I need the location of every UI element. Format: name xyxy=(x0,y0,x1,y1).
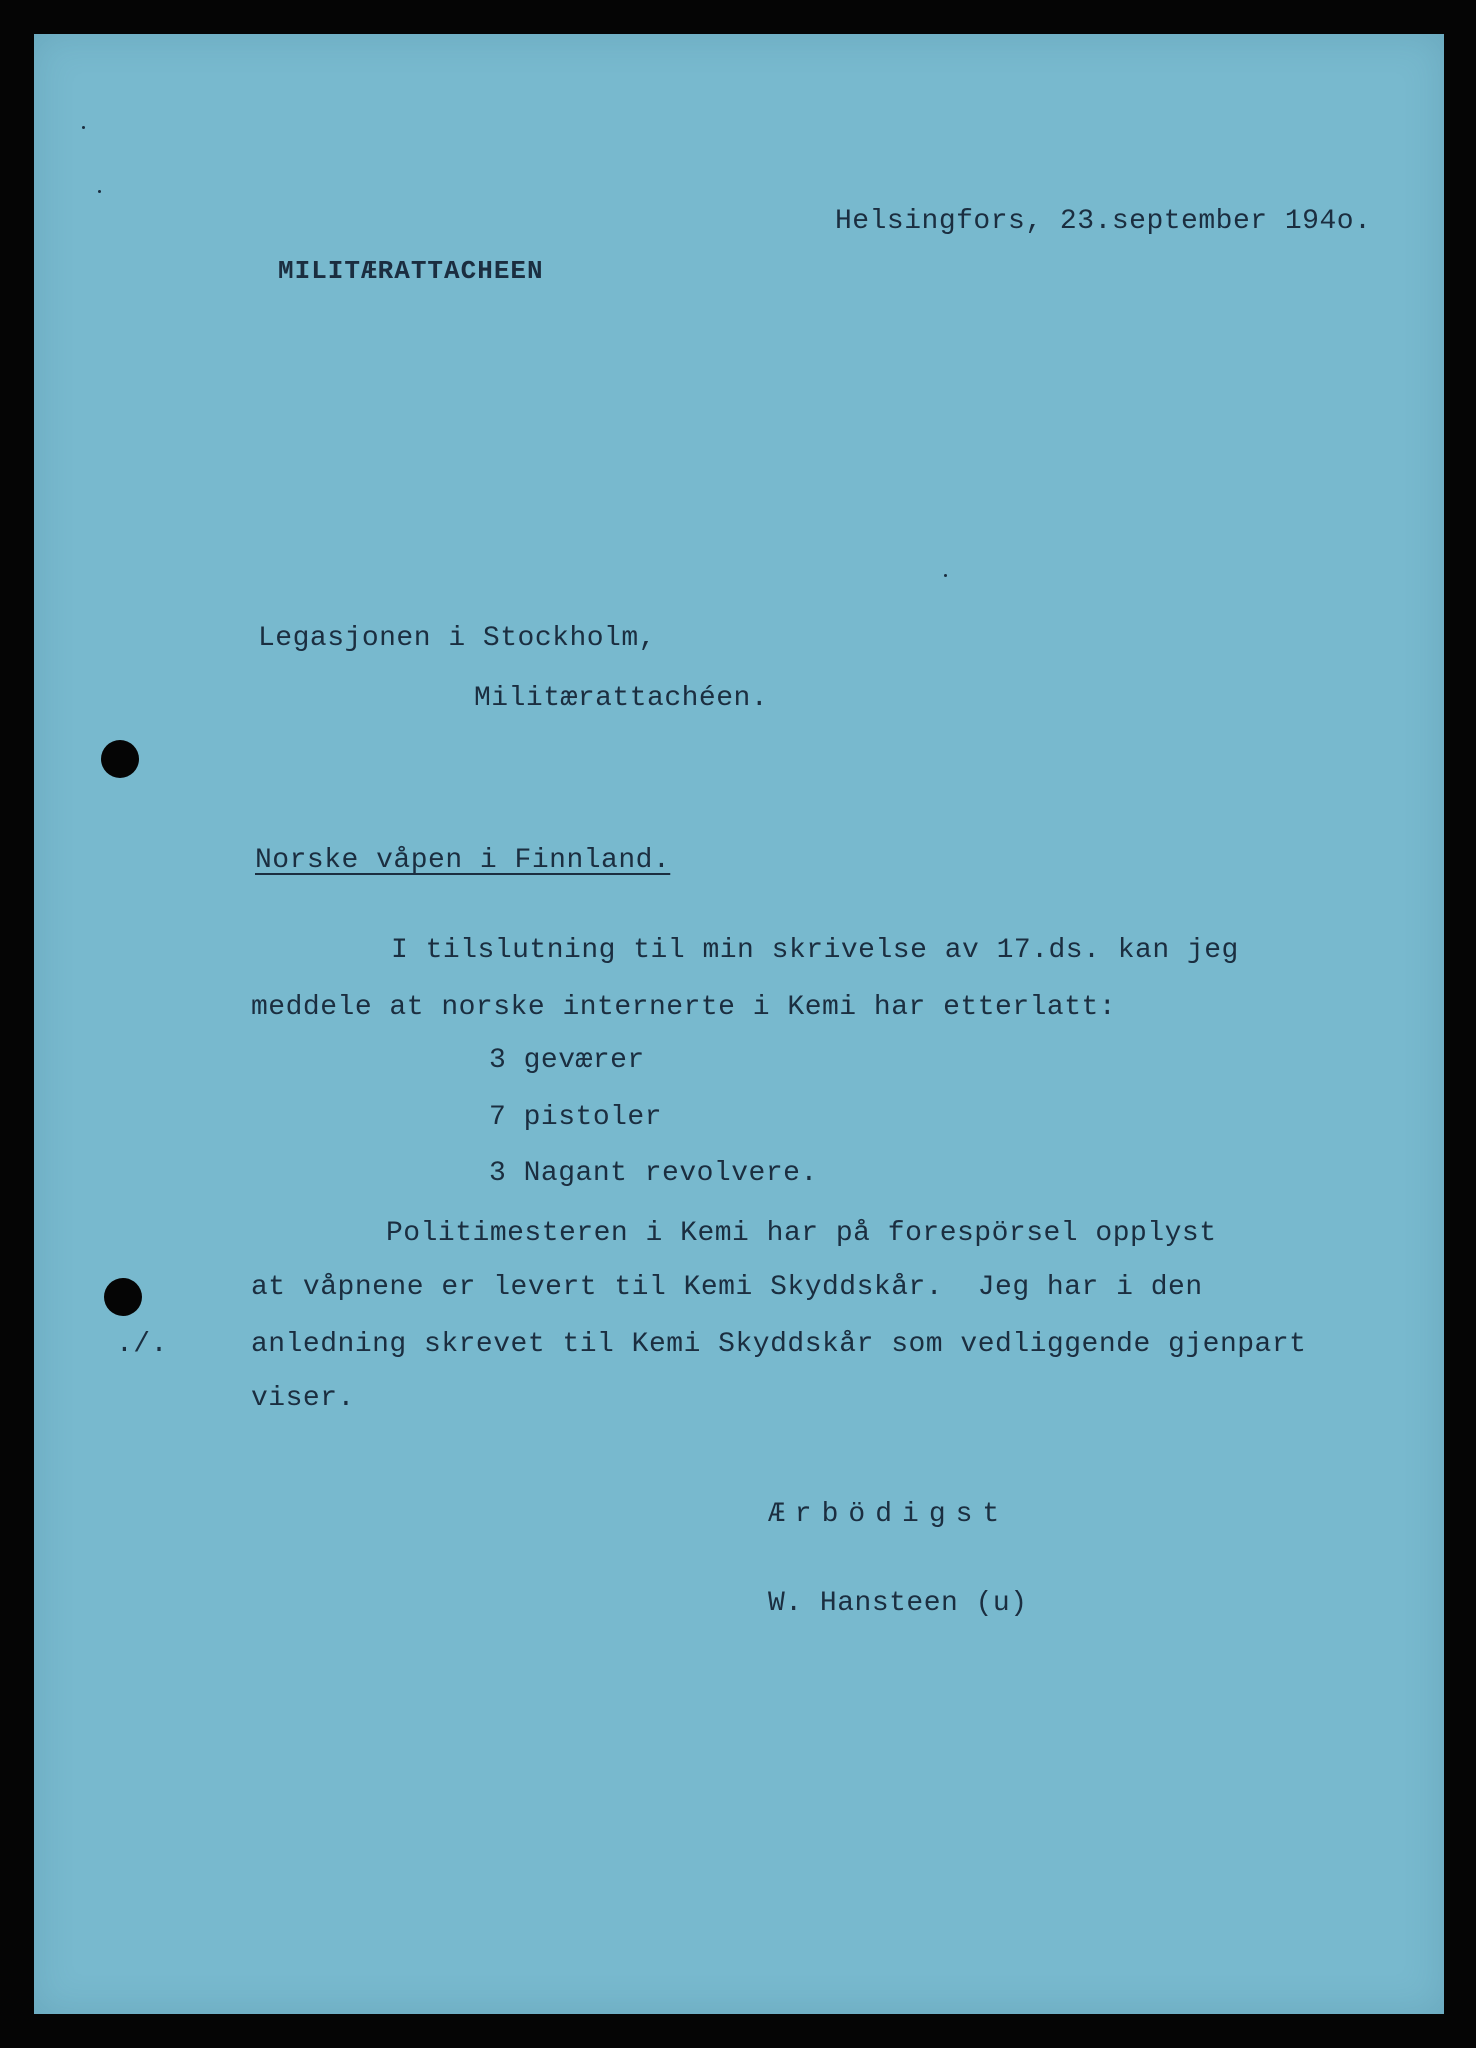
item-pistols: 7 pistoler xyxy=(489,1102,663,1133)
paragraph-2-line-3: anledning skrevet til Kemi Skyddskår som vedliggende gjenpart xyxy=(251,1329,1307,1360)
item-rifles: 3 geværer xyxy=(489,1045,645,1076)
signature: W. Hansteen (u) xyxy=(768,1588,1028,1619)
punch-hole-upper xyxy=(101,740,139,778)
punch-hole-lower xyxy=(104,1278,142,1316)
place-date: Helsingfors, 23.september 194o. xyxy=(835,206,1372,237)
item-revolvers: 3 Nagant revolvere. xyxy=(489,1158,818,1189)
subject-line: Norske våpen i Finnland. xyxy=(255,845,671,876)
paragraph-2-line-2: at våpnene er levert til Kemi Skyddskår. Jeg har i den xyxy=(251,1272,1203,1303)
recipient-line-2: Militærattachéen. xyxy=(474,683,769,714)
enclosure-mark: ./. xyxy=(116,1329,168,1360)
document-page xyxy=(34,34,1444,2014)
closing: Ærbödigst xyxy=(768,1499,1010,1530)
paragraph-2-line-4: viser. xyxy=(251,1383,355,1414)
paragraph-1-line-2: meddele at norske internerte i Kemi har etterlatt: xyxy=(251,992,1117,1023)
paper-speck xyxy=(98,190,101,193)
recipient-line-1: Legasjonen i Stockholm, xyxy=(258,623,656,654)
paragraph-2-line-1: Politimesteren i Kemi har på forespörsel opplyst xyxy=(386,1218,1217,1249)
sender-header: MILITÆRATTACHEEN xyxy=(278,256,544,286)
paper-speck xyxy=(82,126,85,129)
paper-speck xyxy=(944,574,947,577)
paragraph-1-line-1: I tilslutning til min skrivelse av 17.ds. kan jeg xyxy=(391,935,1239,966)
